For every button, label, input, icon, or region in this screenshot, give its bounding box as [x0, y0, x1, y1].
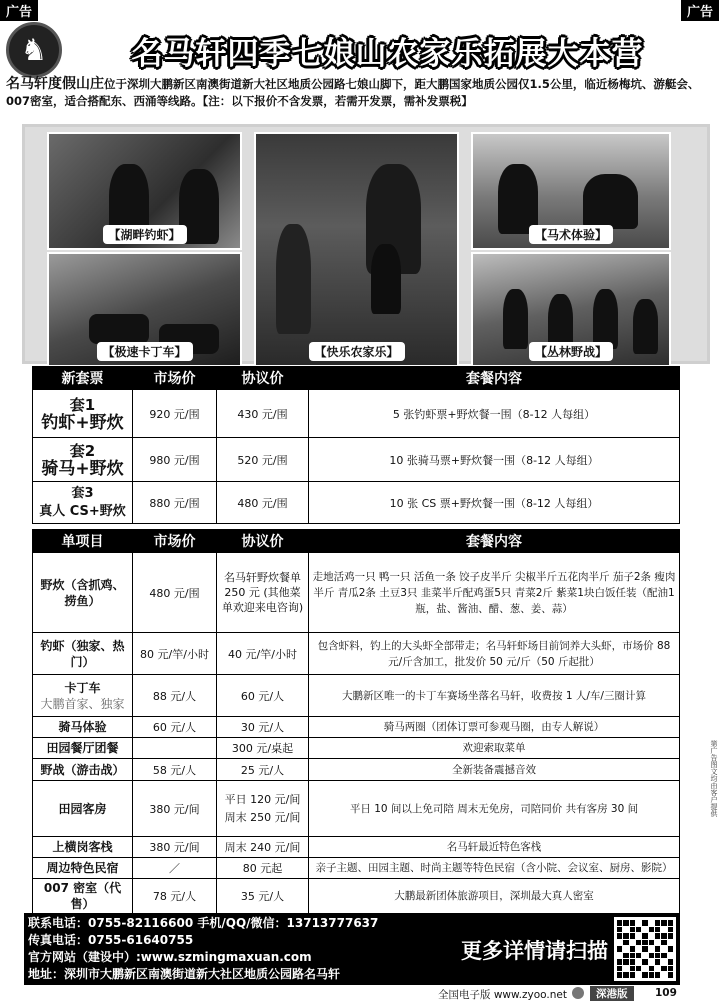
item-name: 野战（游击战） [33, 759, 133, 781]
item-name: 田园客房 [33, 781, 133, 837]
market-price: 980 元/围 [133, 438, 217, 482]
market-price: ／ [133, 858, 217, 879]
photo-shrimp-fishing [47, 132, 242, 250]
agreed-price: 平日 120 元/间 周末 250 元/间 [217, 781, 309, 837]
table-row [33, 438, 680, 482]
intro-text: 位于深圳大鹏新区南澳街道新大社区地质公园路七娘山脚下，距大鹏国家地质公园仅1.5公里，临近杨梅坑、游艇会、007密室，适合搭配东、西涌等线路。【注：以下报价不含发票，若需开发票，需补发票税】 [6, 77, 700, 108]
package-name: 套2 骑马+野炊 [33, 438, 133, 482]
item-content: 亲子主题、田园主题、时尚主题等特色民宿（含小院、会议室、厨房、影院） [309, 858, 680, 879]
ad-tag-left: 广告 [0, 0, 38, 21]
market-price: 78 元/人 [133, 879, 217, 914]
table-row [33, 879, 680, 914]
item-content: 大鹏最新团体旅游项目，深圳最大真人密室 [309, 879, 680, 914]
item-name: 周边特色民宿 [33, 858, 133, 879]
agreed-price: 430 元/围 [217, 390, 309, 438]
item-name: 骑马体验 [33, 717, 133, 738]
market-price: 380 元/间 [133, 781, 217, 837]
photo-caption: 【湖畔钓虾】 [102, 225, 186, 244]
item-content: 大鹏新区唯一的卡丁车赛场坐落名马轩，收费按 1 人/车/三圈计算 [309, 675, 680, 717]
table-row [33, 633, 680, 675]
col-header: 市场价 [133, 367, 217, 390]
package-content: 10 张骑马票+野炊餐一围（8-12 人每组） [309, 438, 680, 482]
market-price [133, 738, 217, 759]
item-name: 钓虾（独家、热门） [33, 633, 133, 675]
agreed-price: 40 元/竿/小时 [217, 633, 309, 675]
col-header: 市场价 [133, 530, 217, 553]
photo-caption: 【极速卡丁车】 [96, 342, 192, 361]
col-header: 新套票 [33, 367, 133, 390]
table-row [33, 738, 680, 759]
contact-footer [24, 913, 680, 985]
table-row [33, 482, 680, 524]
market-price: 80 元/竿/小时 [133, 633, 217, 675]
site-url[interactable]: 全国电子版 www.zyoo.net [438, 989, 567, 1001]
package-price-table [32, 366, 680, 524]
item-name: 上横岗客栈 [33, 837, 133, 858]
photo-jungle-war [471, 252, 671, 367]
package-name: 套1 钓虾+野炊 [33, 390, 133, 438]
photo-caption: 【快乐农家乐】 [308, 342, 404, 361]
market-price: 920 元/围 [133, 390, 217, 438]
page-title: 名马轩四季七娘山农家乐拓展大本营 [131, 35, 644, 72]
col-header: 套餐内容 [309, 367, 680, 390]
contact-fax: 传真电话：0755-61640755 [28, 933, 194, 947]
package-content: 10 张 CS 票+野炊餐一围（8-12 人每组） [309, 482, 680, 524]
table-row [33, 553, 680, 633]
col-header: 协议价 [217, 367, 309, 390]
agreed-price: 35 元/人 [217, 879, 309, 914]
intro-paragraph [6, 76, 713, 110]
market-price: 380 元/间 [133, 837, 217, 858]
side-note: 第广告图文均由客户提供 [710, 740, 718, 817]
market-price: 480 元/围 [133, 553, 217, 633]
item-name: 007 密室（代售） [33, 879, 133, 914]
table-row [33, 717, 680, 738]
table-row [33, 858, 680, 879]
market-price: 88 元/人 [133, 675, 217, 717]
item-content: 平日 10 间以上免司陪 周末无免房，司陪同价 共有客房 30 间 [309, 781, 680, 837]
agreed-price: 25 元/人 [217, 759, 309, 781]
contact-address: 地址：深圳市大鹏新区南澳街道新大社区地质公园路名马轩 [28, 967, 341, 981]
col-header: 单项目 [33, 530, 133, 553]
table-header-row [33, 530, 680, 553]
agreed-price: 480 元/围 [217, 482, 309, 524]
logo-dot-icon [572, 987, 584, 999]
single-item-price-table [32, 529, 680, 914]
item-content: 包含虾料，钓上的大头虾全部带走；名马轩虾场目前饲养大头虾，市场价 88 元/斤含加工，批发价 50 元/斤（50 斤起批） [309, 633, 680, 675]
table-row [33, 781, 680, 837]
photo-horse-riding [471, 132, 671, 250]
package-name: 套3 真人 CS+野炊 [33, 482, 133, 524]
photo-farm-fun [254, 132, 459, 367]
table-row [33, 390, 680, 438]
agreed-price: 520 元/围 [217, 438, 309, 482]
item-name: 野炊（含抓鸡、捞鱼） [33, 553, 133, 633]
contact-phone: 联系电话：0755-82116600 手机/QQ/微信：13713777637 [28, 916, 379, 930]
resort-name: 名马轩度假山庄 [6, 76, 104, 92]
col-header: 套餐内容 [309, 530, 680, 553]
page-footer [0, 987, 719, 1000]
page-number: 109 [655, 987, 677, 999]
market-price: 58 元/人 [133, 759, 217, 781]
photo-caption: 【马术体验】 [529, 225, 613, 244]
item-content: 走地活鸡一只 鸭一只 活鱼一条 饺子皮半斤 尖椒半斤五花肉半斤 茄子2条 瘦肉半斤 青瓜2条 土豆3只 韭菜半斤配鸡蛋5只 青菜2斤 紫菜1块白饭任装（配油1瓶，盐、酱油、醋、葱、姜、蒜） [309, 553, 680, 633]
item-name: 卡丁车 大鹏首家、独家 [33, 675, 133, 717]
table-row [33, 675, 680, 717]
item-content: 名马轩最近特色客栈 [309, 837, 680, 858]
horse-logo-icon: ♞ [6, 22, 62, 78]
header [6, 24, 713, 76]
agreed-price: 60 元/人 [217, 675, 309, 717]
package-content: 5 张钓虾票+野炊餐一围（8-12 人每组） [309, 390, 680, 438]
agreed-price: 80 元起 [217, 858, 309, 879]
agreed-price: 周末 240 元/间 [217, 837, 309, 858]
agreed-price: 30 元/人 [217, 717, 309, 738]
contact-block [28, 915, 378, 983]
photo-go-kart [47, 252, 242, 367]
item-content: 骑马两圈（团体订票可参观马圈，由专人解说） [309, 717, 680, 738]
item-name: 田园餐厅团餐 [33, 738, 133, 759]
col-header: 协议价 [217, 530, 309, 553]
agreed-price: 300 元/桌起 [217, 738, 309, 759]
ad-tag-right: 广告 [681, 0, 719, 21]
item-content: 欢迎索取菜单 [309, 738, 680, 759]
qr-code-icon [614, 917, 676, 981]
table-row [33, 759, 680, 781]
market-price: 60 元/人 [133, 717, 217, 738]
photo-caption: 【丛林野战】 [529, 342, 613, 361]
agreed-price: 名马轩野炊餐单 250 元 (其他菜单欢迎来电咨询) [217, 553, 309, 633]
table-row [33, 837, 680, 858]
item-content: 全新装备震撼音效 [309, 759, 680, 781]
scan-prompt: 更多详情请扫描 [461, 939, 608, 963]
edition-badge: 深港版 [590, 986, 634, 1001]
table-header-row [33, 367, 680, 390]
market-price: 880 元/围 [133, 482, 217, 524]
photo-collage [22, 124, 710, 364]
contact-website[interactable]: 官方网站（建设中）:www.szmingmaxuan.com [28, 950, 312, 964]
